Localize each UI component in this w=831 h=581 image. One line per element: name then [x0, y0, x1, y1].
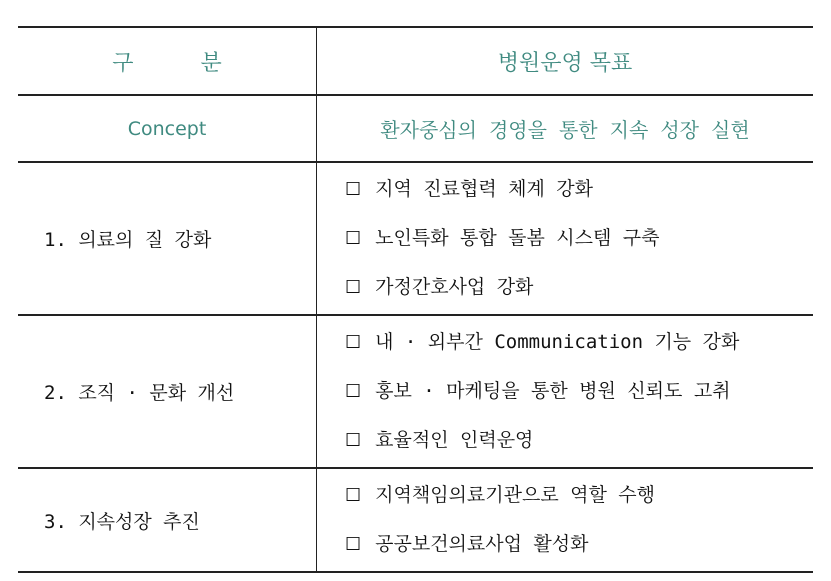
- goal-item: [345, 214, 813, 263]
- checkbox-icon: ☐: [345, 179, 362, 200]
- header-category: 구 분: [18, 27, 317, 95]
- goal-text: 지역 진료협력 체계 강화: [375, 178, 593, 200]
- hospital-goals-table: [18, 26, 813, 573]
- goal-item: [345, 318, 813, 367]
- goal-text: 효율적인 인력운영: [375, 429, 534, 451]
- checkbox-icon: ☐: [345, 381, 362, 402]
- goal-text: 가정간호사업 강화: [375, 276, 534, 298]
- header-row: [18, 27, 813, 95]
- concept-value: 환자중심의 경영을 통한 지속 성장 실현: [317, 95, 814, 162]
- goal-item: [345, 263, 813, 312]
- concept-row: [18, 95, 813, 162]
- category-title: 3. 지속성장 추진: [18, 468, 317, 572]
- goal-list: [317, 318, 813, 465]
- goal-item: [345, 367, 813, 416]
- checkbox-icon: ☐: [345, 332, 362, 353]
- goal-item: [345, 520, 813, 569]
- checkbox-icon: ☐: [345, 534, 362, 555]
- checkbox-icon: ☐: [345, 430, 362, 451]
- goal-text: 내 · 외부간 Communication 기능 강화: [375, 331, 740, 353]
- category-title: 1. 의료의 질 강화: [18, 162, 317, 315]
- category-row-1: [18, 162, 813, 315]
- category-title: 2. 조직 · 문화 개선: [18, 315, 317, 468]
- checkbox-icon: ☐: [345, 228, 362, 249]
- header-goal: 병원운영 목표: [317, 27, 814, 95]
- goal-text: 노인특화 통합 돌봄 시스템 구축: [375, 227, 660, 249]
- goal-list: [317, 471, 813, 569]
- goal-text: 지역책임의료기관으로 역할 수행: [375, 484, 655, 506]
- goal-text: 홍보 · 마케팅을 통한 병원 신뢰도 고취: [375, 380, 731, 402]
- checkbox-icon: ☐: [345, 485, 362, 506]
- goal-text: 공공보건의료사업 활성화: [375, 533, 589, 555]
- goal-item: [345, 416, 813, 465]
- category-row-2: [18, 315, 813, 468]
- checkbox-icon: ☐: [345, 277, 362, 298]
- goal-list: [317, 165, 813, 312]
- concept-label: Concept: [18, 95, 317, 162]
- goal-item: [345, 471, 813, 520]
- category-row-3: [18, 468, 813, 572]
- goal-item: [345, 165, 813, 214]
